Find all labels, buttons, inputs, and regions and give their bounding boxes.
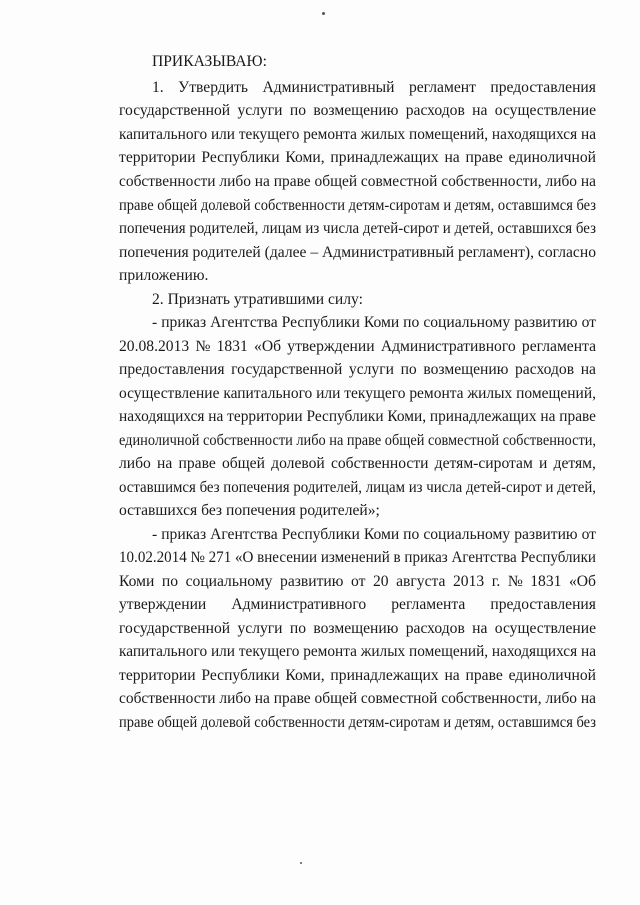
document-line: праве общей долевой собственности детям-сиротам и детям, оставшимся без [119, 714, 596, 731]
scan-speck [300, 862, 302, 864]
document-line: капитального или текущего ремонта жилых помещений, находящихся на [119, 643, 596, 660]
document-line: попечения родителей, лицам из числа детей-сирот и детей, оставшихся без [119, 220, 596, 237]
document-line: единоличной собственности либо на праве общей совместной собственности, [119, 432, 596, 449]
document-line [0, 76, 640, 100]
document-line: попечения родителей (далее – Административный регламент), согласно [119, 244, 596, 261]
document-line: государственной услуги по возмещению расходов на осуществление [119, 102, 596, 119]
document-line: осуществление капитального или текущего ремонта жилых помещений, [119, 385, 596, 402]
document-line: капитального или текущего ремонта жилых помещений, находящихся на [119, 126, 596, 143]
document-line: 20.08.2013 № 1831 «Об утверждении Административного регламента [119, 338, 596, 355]
scan-speck [322, 12, 325, 15]
document-line: государственной услуги по возмещению расходов на осуществление [119, 620, 596, 637]
heading-text: ПРИКАЗЫВАЮ: [152, 53, 267, 70]
document-line: 10.02.2014 № 271 «О внесении изменений в приказ Агентства Республики [119, 549, 596, 566]
document-line: праве общей долевой собственности детям-сиротам и детям, оставшимся без [119, 197, 596, 214]
document-line [0, 593, 640, 617]
document-line: - приказ Агентства Республики Коми по социальному развитию от [152, 526, 596, 543]
document-line: территории Республики Коми, принадлежащих на праве единоличной [119, 667, 596, 684]
document-line: оставшихся без попечения родителей»; [119, 502, 380, 519]
document-line: предоставления государственной услуги по возмещению расходов на [119, 361, 596, 378]
document-line: территории Республики Коми, принадлежащих на праве единоличной [119, 149, 596, 166]
document-line: либо на праве общей долевой собственности детям-сиротам и детям, [119, 455, 596, 472]
document-line: - приказ Агентства Республики Коми по социальному развитию от [152, 314, 596, 331]
justified-line: утверждении Административного регламента предоставления [119, 596, 596, 613]
document-line: находящихся на территории Республики Коми, принадлежащих на праве [119, 408, 596, 425]
document-line: приложению. [119, 267, 209, 284]
document-line: 2. Признать утратившими силу: [152, 291, 363, 308]
document-line: собственности либо на праве общей совместной собственности, либо на [119, 173, 596, 190]
document-line: оставшимся без попечения родителей, лицам из числа детей-сирот и детей, [119, 479, 596, 496]
order-heading [0, 50, 640, 74]
document-line: собственности либо на праве общей совместной собственности, либо на [119, 690, 596, 707]
document-line: Коми по социальному развитию от 20 августа 2013 г. № 1831 «Об [119, 573, 596, 590]
justified-line: 1. Утвердить Административный регламент предоставления [152, 79, 596, 96]
